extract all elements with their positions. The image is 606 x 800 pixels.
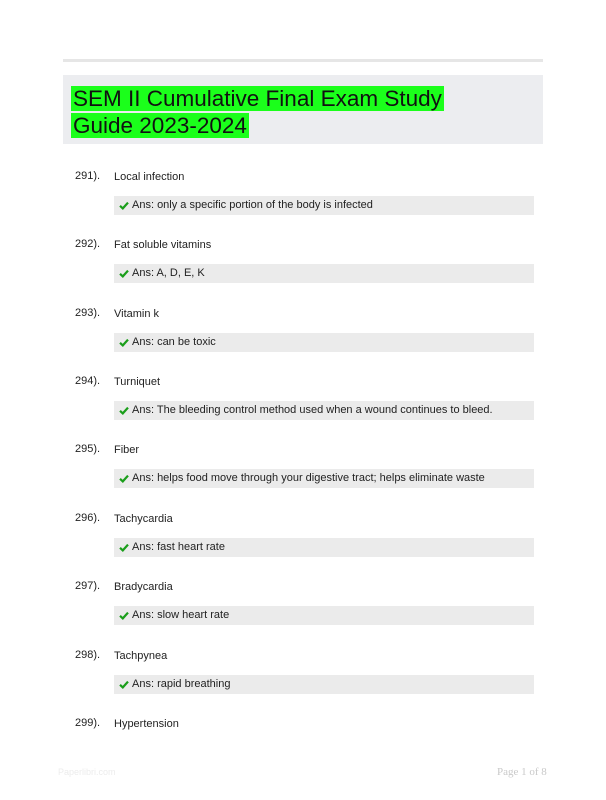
item-number: 297). — [75, 580, 101, 592]
item-number: 291). — [75, 170, 101, 182]
checkmark-icon — [119, 680, 129, 689]
checkmark-icon — [119, 474, 129, 483]
qa-item — [63, 375, 543, 435]
qa-item — [63, 170, 543, 230]
answer-box — [114, 401, 534, 420]
item-term: Vitamin k — [114, 308, 160, 320]
answer-text: Ans: can be toxic — [132, 336, 216, 348]
answer-text: Ans: fast heart rate — [132, 541, 225, 553]
qa-item — [63, 307, 543, 367]
answer-text: Ans: slow heart rate — [132, 609, 230, 621]
qa-item — [63, 717, 543, 742]
item-term: Tachpynea — [114, 650, 168, 662]
checkmark-icon — [119, 611, 129, 620]
answer-text: Ans: The bleeding control method used when a wound continues to bleed. — [132, 404, 493, 416]
item-term: Fat soluble vitamins — [114, 239, 212, 251]
answer-text: Ans: helps food move through your digestive tract; helps eliminate waste — [132, 472, 485, 484]
checkmark-icon — [119, 269, 129, 278]
checkmark-icon — [119, 406, 129, 415]
document-title: SEM II Cumulative Final Exam Study Guide 2023-2024 — [73, 86, 442, 138]
item-number: 299). — [75, 717, 101, 729]
answer-box — [114, 333, 534, 352]
answer-box — [114, 196, 534, 215]
top-rule — [63, 59, 543, 62]
qa-item — [63, 238, 543, 298]
answer-text: Ans: A, D, E, K — [132, 267, 205, 279]
item-term: Hypertension — [114, 718, 179, 730]
answer-box — [114, 606, 534, 625]
item-number: 296). — [75, 512, 101, 524]
item-term: Local infection — [114, 171, 185, 183]
item-term: Tachycardia — [114, 513, 173, 525]
title-banner — [63, 75, 543, 144]
item-number: 292). — [75, 238, 101, 250]
item-term: Turniquet — [114, 376, 161, 388]
page-number: Page 1 of 8 — [497, 766, 547, 778]
answer-text: Ans: only a specific portion of the body is infected — [132, 199, 373, 211]
item-number: 298). — [75, 649, 101, 661]
answer-box — [114, 675, 534, 694]
answer-box — [114, 469, 534, 488]
item-term: Bradycardia — [114, 581, 173, 593]
item-number: 293). — [75, 307, 101, 319]
answer-box — [114, 538, 534, 557]
qa-item — [63, 512, 543, 572]
checkmark-icon — [119, 201, 129, 210]
item-number: 295). — [75, 443, 101, 455]
answer-text: Ans: rapid breathing — [132, 678, 231, 690]
item-term: Fiber — [114, 444, 140, 456]
checkmark-icon — [119, 338, 129, 347]
footer-watermark: Paperlibri.com — [58, 767, 116, 777]
answer-box — [114, 264, 534, 283]
checkmark-icon — [119, 543, 129, 552]
qa-item — [63, 443, 543, 503]
qa-item — [63, 580, 543, 640]
item-number: 294). — [75, 375, 101, 387]
qa-item — [63, 649, 543, 709]
